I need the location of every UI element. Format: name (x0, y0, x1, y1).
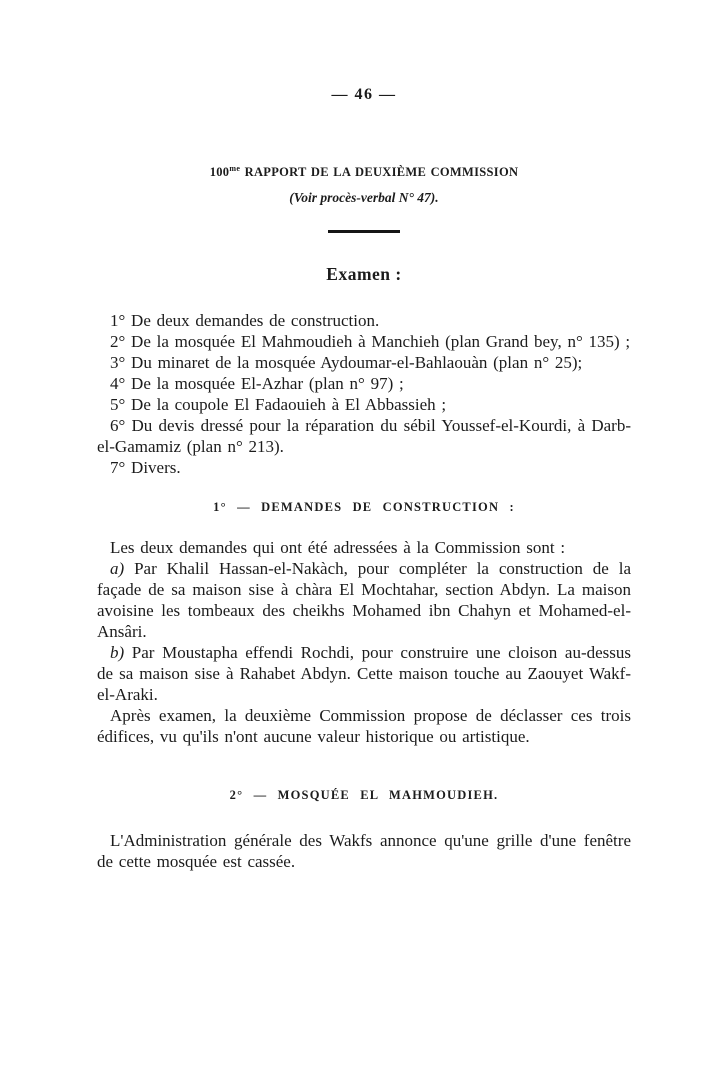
report-title-text: RAPPORT DE LA DEUXIÈME COMMISSION (244, 165, 519, 180)
request-a-lead: a) (110, 559, 125, 579)
agenda-item-5: 5° De la coupole El Fadaouieh à El Abbassieh ; (110, 395, 447, 415)
paragraph-wakfs: L'Administration générale des Wakfs annonce qu'une grille d'une fenêtre de cette mosquée est cassée. (97, 831, 631, 872)
request-b-text: Par Moustapha effendi Rochdi, pour construire une cloison au-dessus de sa maison sise à Rahabet Abdyn. Cette maison touche au Zaouyet Wakf-el-Araki. (97, 643, 632, 705)
divider-rule (328, 230, 400, 233)
report-title-number: 100 (209, 165, 230, 180)
section2-body (97, 830, 631, 872)
paragraph-request-b (97, 642, 631, 705)
paragraph-request-a (97, 558, 631, 642)
report-title-superscript: me (229, 164, 241, 173)
agenda-item-4: 4° De la mosquée El-Azhar (plan n° 97) ; (110, 374, 404, 394)
section-heading-demandes-construction: 1° — DEMANDES DE CONSTRUCTION : (213, 500, 515, 515)
request-a-text: Par Khalil Hassan-el-Nakàch, pour compléter la construction de la façade de sa maison sise à chàra El Mochtahar, section Abdyn. La maison avoisine les tombeaux des cheikhs Mohamed ibn Chahyn et Mohamed-el-Ansâri. (97, 559, 631, 642)
request-b-lead: b) (110, 643, 125, 663)
agenda-item-7: 7° Divers. (110, 458, 181, 478)
examen-heading: Examen : (326, 264, 402, 285)
agenda-list (97, 310, 631, 478)
paragraph-intro: Les deux demandes qui ont été adressées à la Commission sont : (110, 538, 566, 558)
report-title (97, 161, 631, 180)
section-heading-mosquee-el-mahmoudieh: 2° — MOSQUÉE EL MAHMOUDIEH. (229, 788, 499, 803)
agenda-item-1: 1° De deux demandes de construction. (110, 311, 380, 331)
paragraph-conclusion: Après examen, la deuxième Commission propose de déclasser ces trois édifices, vu qu'ils n'ont aucune valeur historique ou artistique. (97, 706, 631, 747)
report-subtitle: (Voir procès-verbal N° 47). (289, 190, 439, 206)
agenda-item-3: 3° Du minaret de la mosquée Aydoumar-el-Bahlaouàn (plan n° 25); (110, 353, 583, 373)
section1-body (97, 537, 631, 747)
text-column (97, 84, 631, 872)
page-number: — 46 — (331, 86, 397, 103)
agenda-item-6: 6° Du devis dressé pour la réparation du sébil Youssef-el-Kourdi, à Darb-el-Gamamiz (plan n° 213). (97, 416, 631, 457)
agenda-item-2: 2° De la mosquée El Mahmoudieh à Manchieh (plan Grand bey, n° 135) ; (110, 332, 631, 352)
